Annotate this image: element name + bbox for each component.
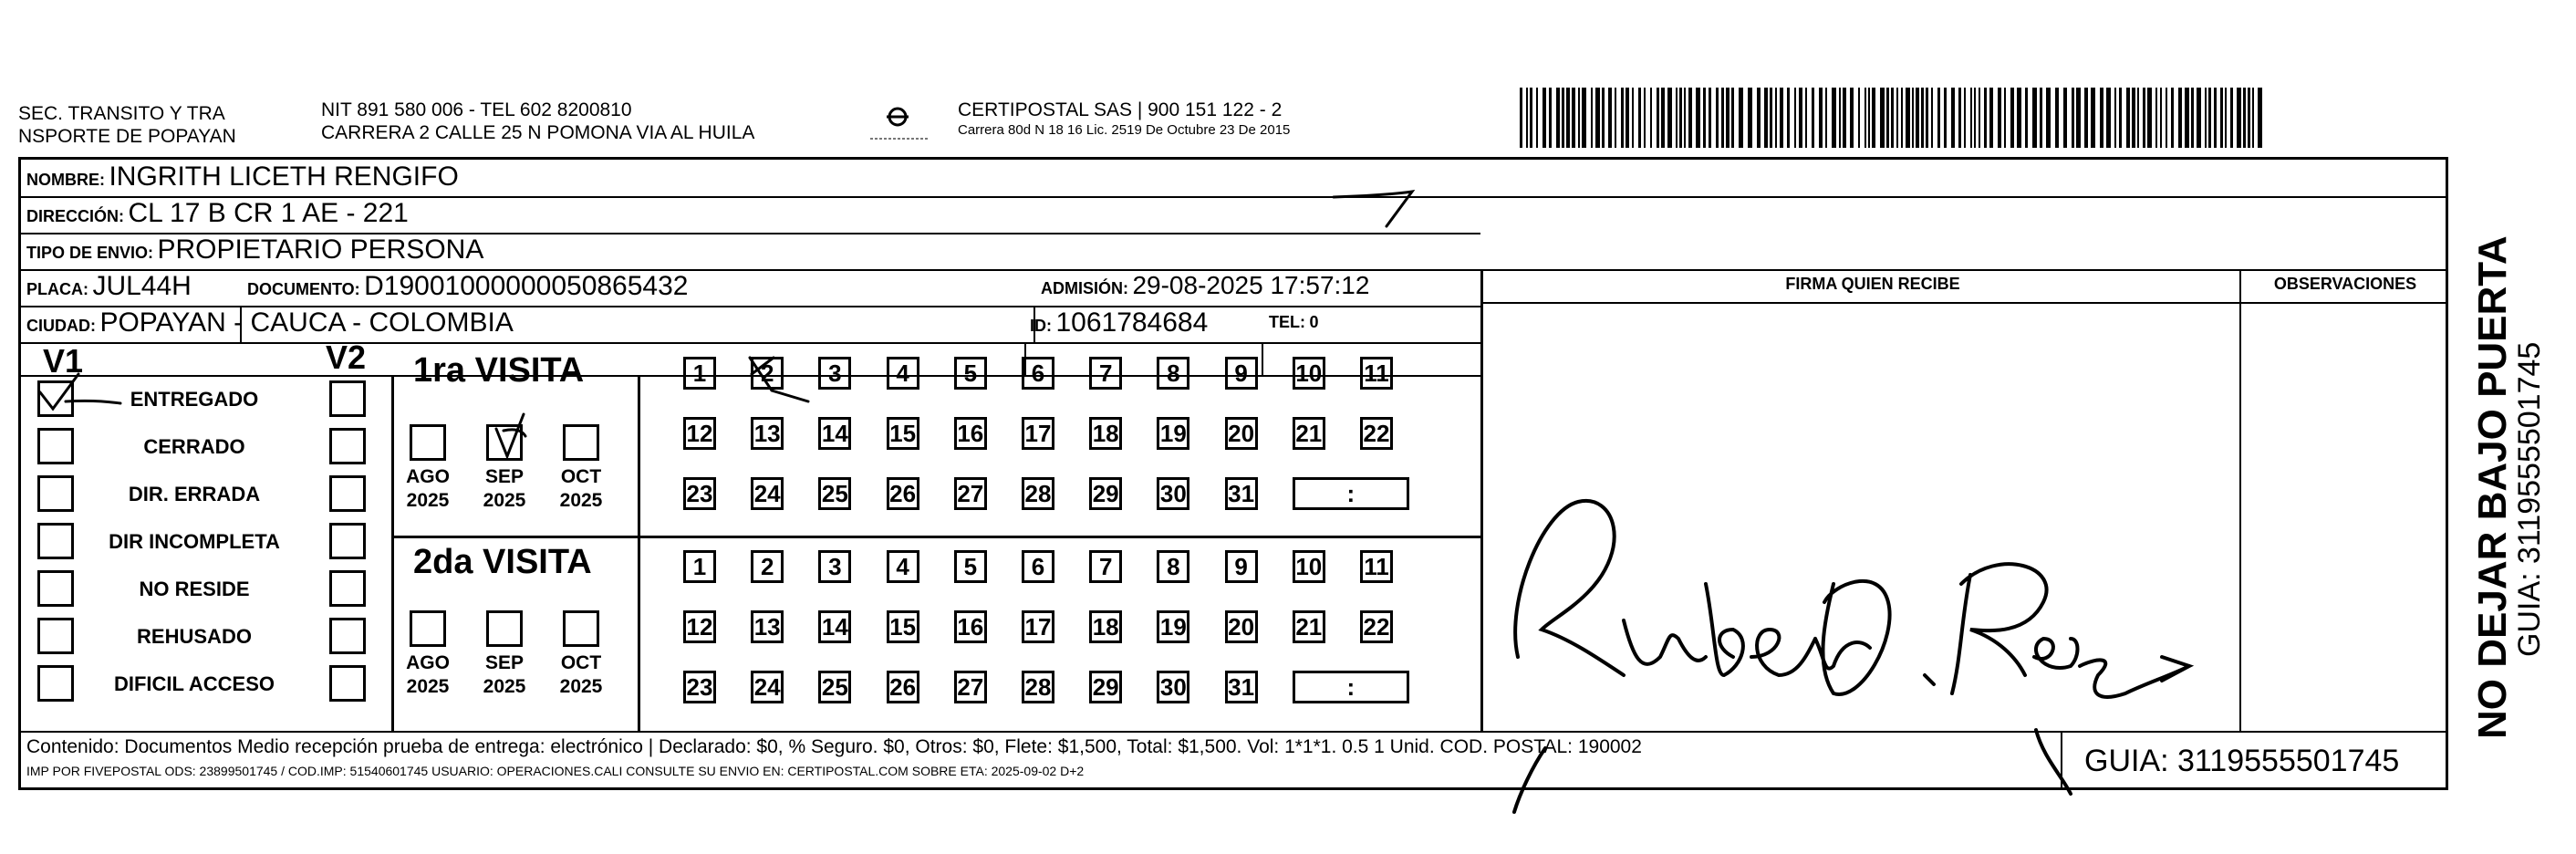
id-value: 1061784684	[1055, 307, 1209, 338]
day-box-7-visit-2[interactable]: 7	[1089, 550, 1122, 583]
admision-row	[1041, 271, 1369, 300]
guia-footer: GUIA: 3119555501745	[2084, 744, 2400, 778]
month-checkbox-oct-visit-1[interactable]	[563, 424, 599, 461]
ciudad-value: POPAYAN - CAUCA - COLOMBIA	[99, 307, 514, 338]
v1-checkbox-2[interactable]	[37, 428, 74, 464]
day-box-20-visit-1[interactable]: 20	[1225, 417, 1258, 450]
day-box-23-visit-2[interactable]: 23	[683, 671, 716, 703]
courier-line: CERTIPOSTAL SAS | 900 151 122 - 2	[958, 99, 1283, 120]
day-box-25-visit-2[interactable]: 25	[818, 671, 851, 703]
day-box-16-visit-1[interactable]: 16	[954, 417, 987, 450]
month-label: AGO	[406, 652, 450, 673]
day-box-10-visit-1[interactable]: 10	[1293, 357, 1325, 390]
status-label: REHUSADO	[137, 625, 252, 648]
day-box-24-visit-2[interactable]: 24	[751, 671, 784, 703]
v2-label: V2	[326, 338, 367, 376]
v1-checkbox-1[interactable]	[37, 380, 74, 417]
sender-name	[18, 102, 236, 148]
day-box-10-visit-2[interactable]: 10	[1293, 550, 1325, 583]
day-box-21-visit-1[interactable]: 21	[1293, 417, 1325, 450]
status-label: ENTREGADO	[130, 388, 259, 411]
year-label: 2025	[559, 676, 603, 697]
day-box-1-visit-1[interactable]: 1	[683, 357, 716, 390]
direccion-row	[26, 198, 409, 229]
nit-line: NIT 891 580 006 - TEL 602 8200810	[321, 99, 632, 120]
admision-value: 29-08-2025 17:57:12	[1132, 271, 1370, 299]
day-box-1-visit-2[interactable]: 1	[683, 550, 716, 583]
day-box-15-visit-2[interactable]: 15	[887, 610, 919, 643]
day-box-26-visit-2[interactable]: 26	[887, 671, 919, 703]
tel-label: TEL:	[1269, 313, 1305, 331]
year-label: 2025	[406, 676, 450, 697]
month-checkbox-sep-visit-2[interactable]	[486, 610, 523, 647]
contenido-line: Contenido: Documentos Medio recepción prueba de entrega: electrónico | Declarado: $0, % Seguro. $0, Otros: $0, Flete: $1,500, Total: $1,500. Vol: 1*1*1. 0.5 1 Unid. COD. POSTAL: 190002	[26, 736, 1642, 757]
day-box-20-visit-2[interactable]: 20	[1225, 610, 1258, 643]
documento-row	[247, 271, 688, 302]
day-box-3-visit-2[interactable]: 3	[818, 550, 851, 583]
status-label: DIR. ERRADA	[128, 483, 261, 505]
day-box-6-visit-2[interactable]: 6	[1022, 550, 1054, 583]
tipo-row	[26, 234, 483, 266]
year-label: 2025	[483, 490, 526, 511]
day-box-9-visit-2[interactable]: 9	[1225, 550, 1258, 583]
day-box-29-visit-1[interactable]: 29	[1089, 477, 1122, 510]
courier-logo-icon	[867, 102, 940, 152]
v1-checkbox-3[interactable]	[37, 475, 74, 512]
month-checkbox-ago-visit-2[interactable]	[410, 610, 446, 647]
day-box-16-visit-2[interactable]: 16	[954, 610, 987, 643]
direccion-label: DIRECCIÓN:	[26, 207, 124, 225]
address-line: CARRERA 2 CALLE 25 N POMONA VIA AL HUILA	[321, 122, 755, 143]
delivery-form	[18, 157, 2448, 790]
day-box-25-visit-1[interactable]: 25	[818, 477, 851, 510]
day-box-28-visit-2[interactable]: 28	[1022, 671, 1054, 703]
day-box-15-visit-1[interactable]: 15	[887, 417, 919, 450]
year-label: 2025	[406, 490, 450, 511]
day-box-2-visit-2[interactable]: 2	[751, 550, 784, 583]
day-box-18-visit-1[interactable]: 18	[1089, 417, 1122, 450]
day-box-9-visit-1[interactable]: 9	[1225, 357, 1258, 390]
direccion-value: CL 17 B CR 1 AE - 221	[128, 198, 409, 228]
day-box-8-visit-1[interactable]: 8	[1157, 357, 1189, 390]
v2-checkbox-6[interactable]	[329, 618, 366, 654]
guia-side: GUIA: 3119555501745	[2512, 341, 2547, 657]
barcode	[1520, 88, 2266, 148]
v2-checkbox-3[interactable]	[329, 475, 366, 512]
day-box-31-visit-1[interactable]: 31	[1225, 477, 1258, 510]
month-label: OCT	[560, 652, 602, 673]
sender-contact	[321, 99, 754, 144]
tipo-value: PROPIETARIO PERSONA	[157, 234, 484, 265]
day-box-5-visit-2[interactable]: 5	[954, 550, 987, 583]
day-box-6-visit-1[interactable]: 6	[1022, 357, 1054, 390]
nombre-label: NOMBRE:	[26, 171, 105, 189]
day-box-4-visit-1[interactable]: 4	[887, 357, 919, 390]
day-box-2-visit-1[interactable]: 2	[751, 357, 784, 390]
v1-checkbox-6[interactable]	[37, 618, 74, 654]
day-box-27-visit-1[interactable]: 27	[954, 477, 987, 510]
year-label: 2025	[559, 490, 603, 511]
status-label: NO RESIDE	[139, 578, 250, 600]
nombre-value: INGRITH LICETH RENGIFO	[109, 161, 459, 192]
ciudad-label: CIUDAD:	[26, 317, 96, 335]
day-box-18-visit-2[interactable]: 18	[1089, 610, 1122, 643]
day-box-30-visit-2[interactable]: 30	[1157, 671, 1189, 703]
day-box-13-visit-1[interactable]: 13	[751, 417, 784, 450]
v2-checkbox-2[interactable]	[329, 428, 366, 464]
documento-value: D19001000000050865432	[364, 271, 689, 301]
day-box-17-visit-2[interactable]: 17	[1022, 610, 1054, 643]
day-box-12-visit-2[interactable]: 12	[683, 610, 716, 643]
v2-checkbox-4[interactable]	[329, 523, 366, 559]
status-label: DIR INCOMPLETA	[109, 530, 280, 553]
status-label: CERRADO	[143, 435, 245, 458]
observaciones-header: OBSERVACIONES	[2273, 275, 2417, 293]
v1-checkbox-4[interactable]	[37, 523, 74, 559]
time-box-visit-1[interactable]: :	[1293, 477, 1409, 510]
placa-label: PLACA:	[26, 280, 88, 298]
sender-line-1: SEC. TRANSITO Y TRA	[18, 103, 225, 124]
license-line: Carrera 80d N 18 16 Lic. 2519 De Octubre 23 De 2015	[958, 122, 1291, 138]
tel-value: 0	[1309, 313, 1319, 331]
placa-row	[26, 271, 192, 302]
day-box-22-visit-2[interactable]: 22	[1360, 610, 1393, 643]
day-box-28-visit-1[interactable]: 28	[1022, 477, 1054, 510]
no-dejar-bajo-puerta: NO DEJAR BAJO PUERTA	[2470, 235, 2515, 739]
sender-line-2: NSPORTE DE POPAYAN	[18, 126, 236, 147]
month-label: OCT	[560, 466, 602, 487]
first-visit-title: 1ra VISITA	[413, 351, 585, 390]
month-checkbox-ago-visit-1[interactable]	[410, 424, 446, 461]
day-box-11-visit-2[interactable]: 11	[1360, 550, 1393, 583]
day-box-3-visit-1[interactable]: 3	[818, 357, 851, 390]
month-label: SEP	[484, 652, 525, 673]
day-box-19-visit-1[interactable]: 19	[1157, 417, 1189, 450]
day-box-29-visit-2[interactable]: 29	[1089, 671, 1122, 703]
day-box-31-visit-2[interactable]: 31	[1225, 671, 1258, 703]
day-box-11-visit-1[interactable]: 11	[1360, 357, 1393, 390]
day-box-4-visit-2[interactable]: 4	[887, 550, 919, 583]
documento-label: DOCUMENTO:	[247, 280, 360, 298]
nombre-row	[26, 161, 459, 193]
day-box-13-visit-2[interactable]: 13	[751, 610, 784, 643]
v2-checkbox-1[interactable]	[329, 380, 366, 417]
placa-value: JUL44H	[92, 271, 192, 301]
courier-info	[958, 99, 1290, 140]
imp-line: IMP POR FIVEPOSTAL ODS: 23899501745 / COD.IMP: 51540601745 USUARIO: OPERACIONES.CALI CONSULTE SU ENVIO EN: CERTIPOSTAL.COM SOBRE ETA: 2025-09-02 D+2	[26, 764, 1085, 778]
v1-checkbox-5[interactable]	[37, 570, 74, 607]
ciudad-row	[26, 307, 514, 338]
day-box-12-visit-1[interactable]: 12	[683, 417, 716, 450]
v2-checkbox-7[interactable]	[329, 665, 366, 702]
time-box-visit-2[interactable]: :	[1293, 671, 1409, 703]
year-label: 2025	[483, 676, 526, 697]
id-row	[1030, 307, 1208, 338]
v1-label: V1	[43, 342, 84, 380]
day-box-21-visit-2[interactable]: 21	[1293, 610, 1325, 643]
day-box-22-visit-1[interactable]: 22	[1360, 417, 1393, 450]
month-checkbox-sep-visit-1[interactable]	[486, 424, 523, 461]
second-visit-title: 2da VISITA	[413, 543, 592, 581]
id-label: ID:	[1030, 317, 1052, 335]
month-label: AGO	[406, 466, 450, 487]
admision-label: ADMISIÓN:	[1041, 279, 1128, 297]
day-box-23-visit-1[interactable]: 23	[683, 477, 716, 510]
day-box-5-visit-1[interactable]: 5	[954, 357, 987, 390]
day-box-19-visit-2[interactable]: 19	[1157, 610, 1189, 643]
tel-row	[1269, 313, 1318, 332]
day-box-8-visit-2[interactable]: 8	[1157, 550, 1189, 583]
day-box-26-visit-1[interactable]: 26	[887, 477, 919, 510]
day-box-14-visit-2[interactable]: 14	[818, 610, 851, 643]
status-label: DIFICIL ACCESO	[113, 672, 275, 695]
v1-checkbox-7[interactable]	[37, 665, 74, 702]
month-label: SEP	[484, 466, 525, 487]
day-box-30-visit-1[interactable]: 30	[1157, 477, 1189, 510]
day-box-14-visit-1[interactable]: 14	[818, 417, 851, 450]
day-box-17-visit-1[interactable]: 17	[1022, 417, 1054, 450]
v2-checkbox-5[interactable]	[329, 570, 366, 607]
month-checkbox-oct-visit-2[interactable]	[563, 610, 599, 647]
day-box-7-visit-1[interactable]: 7	[1089, 357, 1122, 390]
day-box-27-visit-2[interactable]: 27	[954, 671, 987, 703]
tipo-label: TIPO DE ENVIO:	[26, 244, 154, 262]
firma-header: FIRMA QUIEN RECIBE	[1785, 275, 1960, 293]
day-box-24-visit-1[interactable]: 24	[751, 477, 784, 510]
